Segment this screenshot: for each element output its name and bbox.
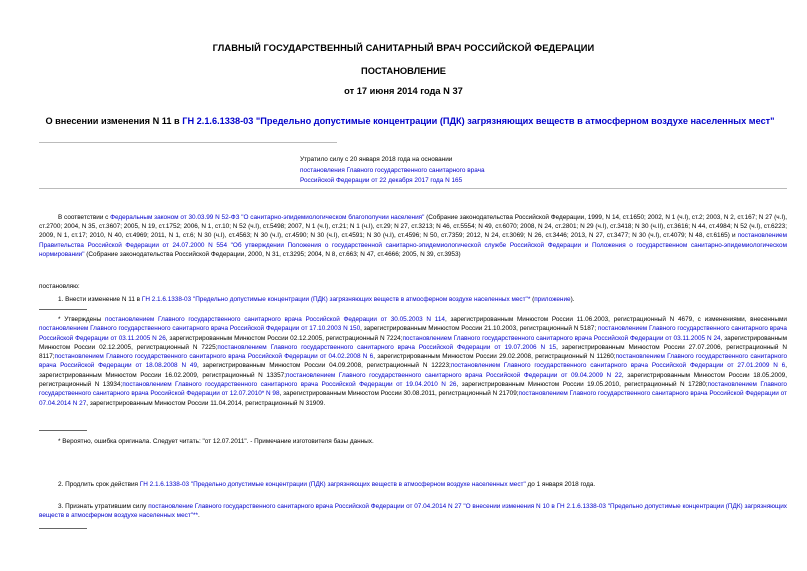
text-run: (Собрание законодательства Российской Федерации, 2000, N 31, ст.3295; 2004, N 8, ст.663; N 47, ст.4666; 2005, N 39, ст.3953) [84,250,461,258]
footnote-approval-list [39,315,787,408]
document-title [30,116,790,126]
text-run: 2. Продлить срок действия [58,481,140,488]
title-gn-link[interactable]: ГН 2.1.6.1338-03 "Предельно допустимые концентрации (ПДК) загрязняющих веществ в атмосферном воздухе населенных мест" [182,116,775,126]
repealed-resolution-link[interactable]: постановление Главного государственного санитарного врача Российской Федерации от 07.04.2014 N 27 "О внесении изменения N 10 в ГН 2.1.6.1338-03 "Предельно допустимые концентрации (ПДК) загрязняющих веществ в атмосферном воздухе населенных мест"** [39,503,787,520]
text-run: В соответствии с [58,214,111,221]
resolution-link[interactable]: постановлением Главного государственного санитарного врача Российской Федерации от 12.07.2010* N 98 [39,381,787,398]
resolution-link[interactable]: постановлением Главного государственного санитарного врача Российской Федерации от 27.01.2009 N 6 [450,362,786,370]
text-run: , зарегистрированным Минюстом России 11.06.2003, регистрационный N 4679, с изменениями, внесенными [444,316,787,323]
text-run: (Собрание законодательства Российской Федерации, 1999, N 14, ст.1650; 2002, N 1 (ч.I), ст.2; 2003, N 2, ст.167; N 27 (ч.I), ст.2700; 2004, N 35, ст.3607; 2005, N 19, ст.1752; 2006, N 1, ст.10; N 52 (ч.I), ст.5498; 2007, N 1 (ч.I), ст.21; N 1 (ч.I), ст.29; N 27, ст.3213; N 46, ст.5554; N 49, ст.6070; 2008, N 24, ст.2801; N 29 (ч.I), ст.3418; N 30 (ч.II), ст.3616; N 44, ст.4984; N 52 (ч.I), ст.6223; 2009, N 1, ст.17; 2010, N 40, ст.4969; 2011, N 1, ст.6; N 30 (ч.I), ст.4563; N 30 (ч.I), ст.4590; N 30 (ч.I), ст.4591; N 30 (ч.I), ст.4596; N 50, ст.7359; 2012, N 24, ст.3069; N 26, ст.3446; 2013, N 27, ст.3477; N 30 (ч.I), ст.4079; N 48, ст.6165) и [39,214,787,240]
footnote-divider [39,430,87,431]
resolution-link[interactable]: постановлением Главного государственного санитарного врача Российской Федерации от 03.11.2005 N 24 [402,334,721,342]
issuer-heading: ГЛАВНЫЙ ГОСУДАРСТВЕННЫЙ САНИТАРНЫЙ ВРАЧ РОССИЙСКОЙ ФЕДЕРАЦИИ [212,43,595,53]
text-run: 1. Внести изменение N 11 в [58,296,142,303]
text-run: , зарегистрированным Минюстом России 11.04.2014, регистрационный N 31909. [86,399,326,407]
resolve-word: постановляю: [39,283,80,290]
text-run: . [198,512,200,520]
text-run: ). [570,296,575,303]
text-run: , зарегистрированным Минюстом России 02.12.2005, регистрационный N 7225; [39,334,788,351]
text-run: до 1 января 2018 года. [525,481,596,488]
lost-force-link-line1[interactable]: постановления Главного государственного санитарного врача [300,166,485,174]
text-run: , зарегистрированным Минюстом России 02.12.2005, регистрационный N 7224; [165,334,403,342]
lost-force-notice [300,155,550,187]
text-run: , зарегистрированным Минюстом России 18.05.2009, регистрационный N 13934; [39,371,787,389]
text-run: , зарегистрированным Минюстом России 30.08.2011, регистрационный N 21709; [279,390,519,398]
document-date-number: от 17 июня 2014 года N 37 [344,86,463,96]
divider [39,188,787,189]
text-run: , зарегистрированным Минюстом России 27.07.2006, регистрационный N 8117; [39,343,787,361]
resolution-link[interactable]: постановлением Главного государственного санитарного врача Российской Федерации от 04.02.2008 N 6 [54,353,374,361]
title-prefix: О внесении изменения N 11 в [45,116,183,126]
editor-note: * Вероятно, ошибка оригинала. Следует читать: "от 12.07.2011". - Примечание изготовителя базы данных. [58,438,374,445]
resolution-link[interactable]: постановлением Главного государственного санитарного врача Российской Федерации от 18.08.2008 N 49 [39,353,787,370]
item-1 [58,295,574,304]
lost-force-link-line2[interactable]: Российской Федерации от 22 декабря 2017 года N 165 [300,177,463,184]
resolution-link[interactable]: постановлением Главного государственного санитарного врача Российской Федерации от 07.04.2014 N 27 [39,390,787,407]
document-type-heading: ПОСТАНОВЛЕНИЕ [361,66,446,76]
text-run: ( [530,296,535,303]
gn-link[interactable]: ГН 2.1.6.1338-03 "Предельно допустимые концентрации (ПДК) загрязняющих веществ в атмосферном воздухе населенных мест" [139,481,526,488]
resolution-link[interactable]: постановлением Главного государственного санитарного врача Российской Федерации от 19.07.2006 N 15 [217,343,557,351]
government-resolution-link[interactable]: постановлением Правительства Российской Федерации от 24.07.2000 N 554 "Об утверждении Положения о государственной санитарно-эпидемиологической службе Российской Федерации и Положения о государственном санитарно-эпидемиологическом нормировании" [39,232,787,258]
resolution-link[interactable]: постановлением Главного государственного санитарного врача Российской Федерации от 03.11.2005 N 26 [39,325,787,342]
lost-force-text: Утратило силу с 20 января 2018 года на основании [300,156,453,163]
text-run: , зарегистрированным Минюстом России 16.02.2009, регистрационный N 13357; [39,362,787,379]
item-3 [39,502,787,520]
appendix-link[interactable]: приложение [534,296,571,303]
footnote-divider [39,309,87,310]
resolution-link[interactable]: постановлением Главного государственного санитарного врача Российской Федерации от 17.10.2003 N 150 [39,325,361,333]
resolution-link[interactable]: постановлением Главного государственного санитарного врача Российской Федерации от 30.05.2003 N 114 [105,316,445,323]
text-run: , зарегистрированным Минюстом России 19.05.2010, регистрационный N 17280; [456,381,708,389]
item-2 [58,480,595,489]
text-run: , зарегистрированным Минюстом России 29.02.2008, регистрационный N 11260; [373,353,616,361]
text-run: , зарегистрированным Минюстом России 21.10.2003, регистрационный N 5187; [360,325,598,333]
gn-link[interactable]: ГН 2.1.6.1338-03 "Предельно допустимые концентрации (ПДК) загрязняющих веществ в атмосферном воздухе населенных мест"* [141,296,531,303]
resolution-link[interactable]: постановлением Главного государственного санитарного врача Российской Федерации от 19.04.2010 N 26 [122,381,457,389]
text-run: * Утверждены [58,316,106,323]
text-run: , зарегистрированным Минюстом России 04.09.2008, регистрационный N 12223; [197,362,451,370]
divider [39,142,337,143]
text-run: 3. Признать утратившим силу [58,503,149,510]
preamble-paragraph [39,213,787,259]
footnote-divider [39,528,87,529]
federal-law-link[interactable]: Федеральным законом от 30.03.99 N 52-ФЗ "О санитарно-эпидемиологическом благополучии населения" [110,214,425,221]
resolution-link[interactable]: постановлением Главного государственного санитарного врача Российской Федерации от 09.04.2009 N 22 [285,371,622,379]
